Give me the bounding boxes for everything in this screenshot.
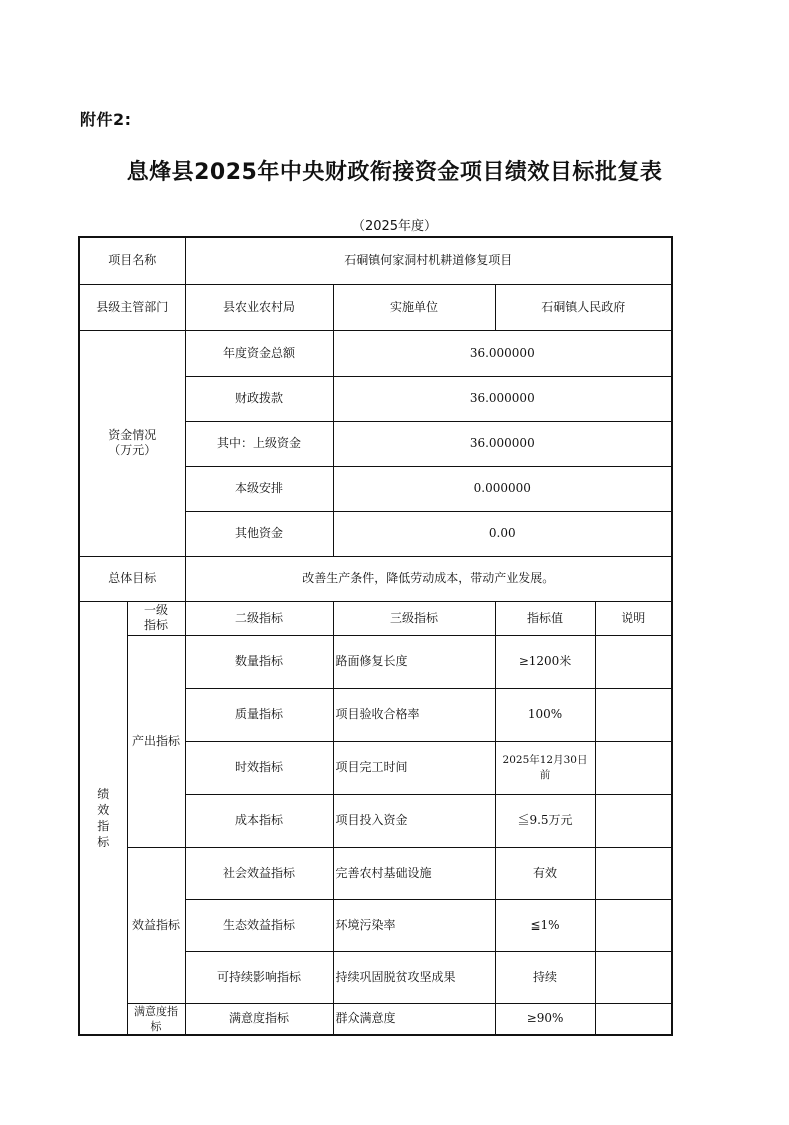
indicator-note [595, 951, 672, 1003]
indicator-value: ≥90% [495, 1003, 595, 1035]
level2-cell: 质量指标 [185, 688, 333, 741]
funds-item-value: 36.000000 [333, 376, 672, 421]
indicator-note [595, 741, 672, 794]
indicator-note [595, 688, 672, 741]
funds-label [79, 330, 185, 556]
level2-cell: 可持续影响指标 [185, 951, 333, 1003]
indicator-note [595, 635, 672, 688]
indicator-value: 2025年12月30日前 [495, 741, 595, 794]
perf-indicators-label [79, 601, 127, 1035]
funds-item-label: 其他资金 [185, 511, 333, 556]
indicator-row [79, 1003, 672, 1035]
project-name-row [79, 237, 672, 284]
funds-row [79, 330, 672, 376]
perf-header-row [79, 601, 672, 635]
impl-label: 实施单位 [333, 284, 495, 330]
value-header: 指标值 [495, 601, 595, 635]
level3-cell: 项目完工时间 [333, 741, 495, 794]
level3-header: 三级指标 [333, 601, 495, 635]
funds-item-label: 本级安排 [185, 466, 333, 511]
level2-cell: 时效指标 [185, 741, 333, 794]
funds-item-value: 36.000000 [333, 330, 672, 376]
perf-label-char: 指 [97, 818, 110, 833]
indicator-value: ≦1% [495, 899, 595, 951]
approval-table [78, 236, 673, 1036]
indicator-value: ≥1200米 [495, 635, 595, 688]
overall-goal-row [79, 556, 672, 601]
funds-item-value: 0.000000 [333, 466, 672, 511]
funds-item-label: 其中：上级资金 [185, 421, 333, 466]
overall-goal-value: 改善生产条件，降低劳动成本，带动产业发展。 [185, 556, 672, 601]
attachment-label: 附件2: [80, 110, 132, 129]
level3-cell: 项目验收合格率 [333, 688, 495, 741]
indicator-value: ≦9.5万元 [495, 794, 595, 847]
level2-cell: 社会效益指标 [185, 847, 333, 899]
indicator-note [595, 899, 672, 951]
level2-cell: 数量指标 [185, 635, 333, 688]
funds-item-label: 年度资金总额 [185, 330, 333, 376]
funds-item-value: 36.000000 [333, 421, 672, 466]
level2-cell: 满意度指标 [185, 1003, 333, 1035]
indicator-value: 持续 [495, 951, 595, 1003]
perf-label-char: 标 [97, 834, 110, 849]
level1-header [127, 601, 185, 635]
indicator-note [595, 847, 672, 899]
satisfaction-indicator-label: 满意度指标 [127, 1003, 185, 1035]
level2-header: 二级指标 [185, 601, 333, 635]
indicator-row [79, 847, 672, 899]
level1-header-line1: 一级 [144, 603, 169, 617]
level3-cell: 环境污染率 [333, 899, 495, 951]
dept-value: 县农业农村局 [185, 284, 333, 330]
document-title: 息烽县2025年中央财政衔接资金项目绩效目标批复表 [126, 160, 663, 185]
level3-cell: 群众满意度 [333, 1003, 495, 1035]
department-row [79, 284, 672, 330]
indicator-value: 100% [495, 688, 595, 741]
output-indicator-label: 产出指标 [127, 635, 185, 847]
funds-item-label: 财政拨款 [185, 376, 333, 421]
funds-item-value: 0.00 [333, 511, 672, 556]
funds-label-line2: （万元） [108, 443, 157, 457]
perf-label-char: 绩 [97, 786, 110, 801]
benefit-indicator-label: 效益指标 [127, 847, 185, 1003]
level2-cell: 生态效益指标 [185, 899, 333, 951]
indicator-note [595, 794, 672, 847]
indicator-value: 有效 [495, 847, 595, 899]
overall-goal-label: 总体目标 [79, 556, 185, 601]
perf-label-char: 效 [97, 802, 110, 817]
level1-header-line2: 指标 [144, 618, 169, 632]
indicator-note [595, 1003, 672, 1035]
indicator-row [79, 635, 672, 688]
year-label: （2025年度） [351, 219, 438, 234]
level3-cell: 持续巩固脱贫攻坚成果 [333, 951, 495, 1003]
dept-label: 县级主管部门 [79, 284, 185, 330]
level3-cell: 项目投入资金 [333, 794, 495, 847]
level3-cell: 完善农村基础设施 [333, 847, 495, 899]
project-name-value: 石硐镇何家洞村机耕道修复项目 [185, 237, 672, 284]
impl-value: 石硐镇人民政府 [495, 284, 672, 330]
note-header: 说明 [595, 601, 672, 635]
level3-cell: 路面修复长度 [333, 635, 495, 688]
project-name-label: 项目名称 [79, 237, 185, 284]
funds-label-line1: 资金情况 [108, 428, 157, 442]
level2-cell: 成本指标 [185, 794, 333, 847]
